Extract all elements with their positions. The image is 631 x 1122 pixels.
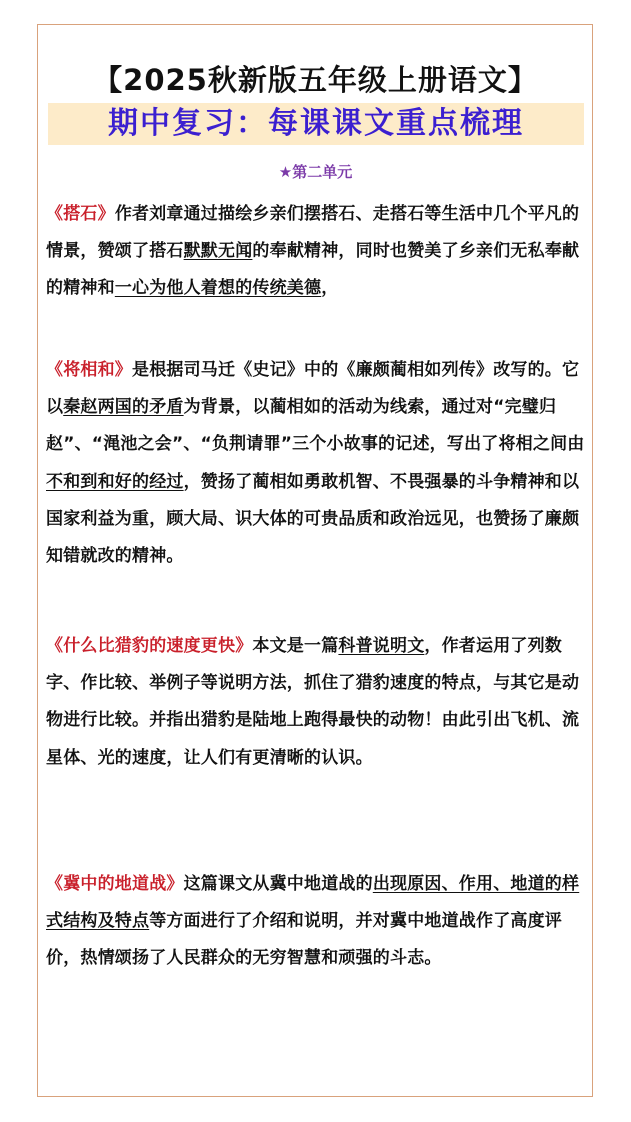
lesson-text: 是根据司马迁《史记》中的《廉颇蔺相如列传》改写的。它以 [46, 360, 580, 418]
lesson-text: 为背景，以蔺相如的活动为线索，通过对“完璧归赵”、“渑池之会”、“负荆请罪”三个小故事的记述，写出了将相之间由 [46, 397, 585, 455]
lesson-text: 这篇课文从冀中地道战的 [183, 874, 373, 894]
lesson-title: 《冀中的地道战》 [46, 874, 184, 894]
subtitle-banner [48, 103, 584, 145]
lesson-paragraph-jiangxianghe [46, 352, 594, 575]
lesson-text: 的奉献精神，同时也赞美了乡亲们无私奉献的精神和 [46, 241, 580, 299]
lesson-title: 《搭石》 [46, 204, 115, 224]
key-phrase: 默默无闻 [183, 241, 253, 262]
unit-heading: ★第二单元 [278, 163, 353, 181]
key-phrase: 出现原因、作用、地道的样式结构及特点 [46, 874, 580, 932]
key-phrase: 一心为他人着想的传统美德 [114, 278, 322, 299]
lesson-text: ，作者运用了列数字、作比较、举例子等说明方法，抓住了猎豹速度的特点，与其它是动物进行比较。并指出猎豹是陆地上跑得最快的动物！由此引出飞机、流星体、光的速度，让人们有更清晰的认识。 [46, 636, 580, 768]
key-phrase: 科普说明文 [338, 636, 425, 656]
lesson-paragraph-liebao [46, 628, 594, 777]
lesson-paragraph-didaozhan [46, 866, 594, 978]
lesson-text: 作者刘章通过描绘乡亲们摆搭石、走搭石等生活中几个平凡的情景，赞颂了搭石 [46, 204, 580, 262]
page-title: 【2025秋新版五年级上册语文】 [93, 63, 538, 97]
lesson-text: 等方面进行了介绍和说明，并对冀中地道战作了高度评价，热情颂扬了人民群众的无穷智慧和顽强的斗志。 [46, 911, 563, 969]
key-phrase: 秦赵两国的矛盾 [63, 397, 184, 418]
lesson-text: ，赞扬了蔺相如勇敢机智、不畏强暴的斗争精神和以国家利益为重，顾大局、识大体的可贵品质和政治远见，也赞扬了廉颇知错就改的精神。 [46, 471, 580, 567]
lesson-text: 本文是一篇 [252, 636, 339, 656]
lesson-title: 《什么比猎豹的速度更快》 [46, 636, 253, 656]
subtitle: 期中复习：每课课文重点梳理 [108, 106, 524, 141]
lesson-text: ， [321, 278, 339, 299]
lesson-paragraph-dashi [46, 196, 594, 308]
lesson-title: 《将相和》 [46, 360, 132, 380]
key-phrase: 不和到和好的经过 [46, 471, 184, 492]
